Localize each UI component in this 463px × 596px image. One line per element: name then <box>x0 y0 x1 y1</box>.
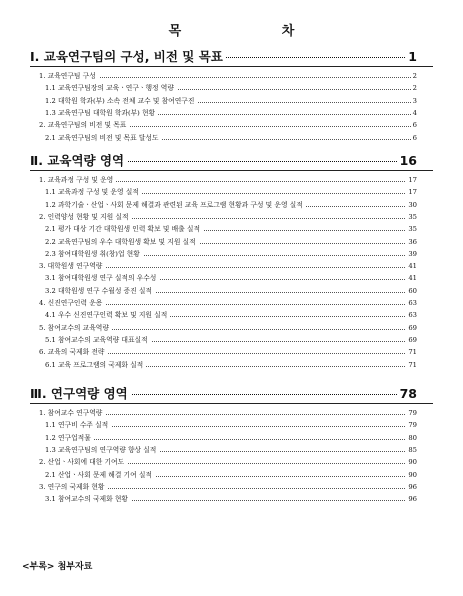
toc-entry-row[interactable] <box>0 70 463 82</box>
dot-leader <box>60 439 413 440</box>
toc-page-number: 6 <box>412 121 417 130</box>
toc-page-number: 63 <box>408 311 417 320</box>
toc-entry-label: 2.1 교육연구팀의 비전 및 목표 달성도 <box>45 132 162 144</box>
toc-entry-row[interactable] <box>0 346 463 358</box>
toc-section-label: Ⅱ. 교육역량 영역 <box>30 153 127 169</box>
toc-entry-label: 2. 교육연구팀의 비전 및 목표 <box>39 119 129 131</box>
toc-entry-row[interactable] <box>0 309 463 321</box>
dot-leader <box>60 77 413 78</box>
toc-page-number: 2 <box>412 72 417 80</box>
toc-page-number: 30 <box>408 200 417 209</box>
toc-page-number: 6 <box>412 133 417 142</box>
toc-page-number: 78 <box>399 386 417 401</box>
toc-entry-label: 3. 연구의 국제화 현황 <box>39 481 108 493</box>
toc-entry-row[interactable] <box>0 174 463 186</box>
toc-entry-label: 1.3 교육연구팀 대학원 학과(부) 현황 <box>45 107 158 119</box>
toc-entry-row[interactable] <box>0 322 463 334</box>
toc-entry-label: 5. 참여교수의 교육역량 <box>39 322 112 334</box>
toc-page-number: 96 <box>408 495 417 504</box>
toc-entry-label: 1.2 과학기술ㆍ산업ㆍ사회 문제 해결과 관련된 교육 프로그램 현황과 구성 및 운영 실적 <box>45 199 306 211</box>
toc-entry-label: 2.1 산업ㆍ사회 문제 해결 기여 실적 <box>45 469 155 481</box>
toc-entry-row[interactable] <box>0 107 463 119</box>
toc-entry-label: 2.3 참여대학원생 취(창)업 현황 <box>45 248 143 260</box>
toc-page-number: 96 <box>408 482 417 491</box>
toc-entry-row[interactable] <box>0 199 463 211</box>
toc-entry-label: 4. 신진연구인력 운용 <box>39 297 105 309</box>
toc-entry-label: 6.1 교육 프로그램의 국제화 실적 <box>45 359 146 371</box>
toc-entry-label: 3.1 참여대학원생 연구 실적의 우수성 <box>45 272 159 284</box>
toc-page-number: 17 <box>408 188 417 197</box>
toc-section-row[interactable] <box>0 153 463 169</box>
dot-leader <box>60 304 413 305</box>
toc-page-number: 1 <box>408 49 417 64</box>
toc-entry-label: 1.1 교육과정 구성 및 운영 실적 <box>45 186 142 198</box>
toc-page-number: 71 <box>408 348 417 357</box>
toc-entry-label: 3. 대학원생 연구역량 <box>39 260 105 272</box>
dot-leader <box>60 329 413 330</box>
toc-entry-row[interactable] <box>0 493 463 505</box>
toc-page-number: 80 <box>408 433 417 442</box>
toc-page-number: 90 <box>408 458 417 467</box>
toc-entry-row[interactable] <box>0 297 463 309</box>
appendix-label: <부록> 첨부자료 <box>22 562 93 572</box>
toc-page-number: 4 <box>412 108 417 117</box>
toc-page-number: 60 <box>408 286 417 295</box>
toc-entry-label: 1. 교육과정 구성 및 운영 <box>39 174 116 186</box>
toc-entry-row[interactable] <box>0 469 463 481</box>
toc-page-number: 71 <box>408 360 417 369</box>
toc-entry-label: 3.1 참여교수의 국제화 현황 <box>45 493 131 505</box>
dot-leader <box>60 426 413 427</box>
toc-entry-label: 3.2 대학원생 연구 수월성 증진 실적 <box>45 285 155 297</box>
toc-entry-row[interactable] <box>0 223 463 235</box>
toc-entry-label: 1.3 교육연구팀의 연구역량 향상 실적 <box>45 444 159 456</box>
toc-entry-row[interactable] <box>0 272 463 284</box>
toc-entry-row[interactable] <box>0 119 463 131</box>
dot-leader <box>60 488 413 489</box>
toc-entry-row[interactable] <box>0 444 463 456</box>
dot-leader <box>60 267 413 268</box>
toc-entry-label: 1.2 연구업적물 <box>45 432 94 444</box>
toc-page-number: 35 <box>408 212 417 221</box>
toc-entry-row[interactable] <box>0 132 463 144</box>
toc-entry-row[interactable] <box>0 82 463 94</box>
toc-entry-row[interactable] <box>0 236 463 248</box>
section-underline <box>30 170 433 171</box>
toc-page-number: 41 <box>408 262 417 271</box>
toc-page-number: 79 <box>408 421 417 430</box>
toc-entry-label: 2. 산업ㆍ사회에 대한 기여도 <box>39 456 127 468</box>
toc-entry-row[interactable] <box>0 186 463 198</box>
toc-section-row[interactable] <box>0 49 463 65</box>
toc-entry-label: 6. 교육의 국제화 전략 <box>39 346 108 358</box>
toc-page-number: 17 <box>408 176 417 184</box>
toc-page-number: 36 <box>408 237 417 246</box>
toc-entry-row[interactable] <box>0 419 463 431</box>
toc-title: 목 차 <box>168 24 343 39</box>
toc-entry-row[interactable] <box>0 432 463 444</box>
dot-leader <box>60 353 413 354</box>
toc-section-label: Ⅰ. 교육연구팀의 구성, 비전 및 목표 <box>30 49 226 65</box>
toc-entry-label: 1. 참여교수 연구역량 <box>39 407 105 419</box>
toc-entry-row[interactable] <box>0 456 463 468</box>
toc-entry-label: 1. 교육연구팀 구성 <box>39 70 99 82</box>
toc-entry-label: 1.1 교육연구팀장의 교육ㆍ연구ㆍ행정 역량 <box>45 82 177 94</box>
toc-entry-label: 4.1 우수 신진연구인력 확보 및 지원 실적 <box>45 309 170 321</box>
toc-page-number: 63 <box>408 299 417 307</box>
toc-page-number: 79 <box>408 409 417 417</box>
toc-entry-row[interactable] <box>0 211 463 223</box>
toc-entry-label: 2. 인력양성 현황 및 지원 실적 <box>39 211 132 223</box>
toc-page-number: 69 <box>408 323 417 332</box>
toc-entry-row[interactable] <box>0 334 463 346</box>
toc-page-number: 90 <box>408 470 417 479</box>
toc-page-number: 39 <box>408 249 417 258</box>
toc-page-number: 16 <box>399 153 417 168</box>
toc-entry-row[interactable] <box>0 248 463 260</box>
toc-entry-label: 5.1 참여교수의 교육역량 대표실적 <box>45 334 151 346</box>
toc-entry-row[interactable] <box>0 481 463 493</box>
toc-entry-row[interactable] <box>0 285 463 297</box>
toc-page-number: 69 <box>408 335 417 344</box>
dot-leader <box>60 414 413 415</box>
toc-entry-row[interactable] <box>0 407 463 419</box>
toc-section-row[interactable] <box>0 386 463 402</box>
toc-section-label: Ⅲ. 연구역량 영역 <box>30 386 131 402</box>
toc-entry-row[interactable] <box>0 95 463 107</box>
toc-entry-label: 1.2 대학원 학과(부) 소속 전체 교수 및 참여연구진 <box>45 95 197 107</box>
toc-page-number: 3 <box>412 96 417 105</box>
section-underline <box>30 403 433 404</box>
toc-entry-label: 1.1 연구비 수주 실적 <box>45 419 111 431</box>
toc-page-number: 2 <box>412 84 417 93</box>
toc-entry-label: 2.1 평가 대상 기간 대학원생 인력 확보 및 배출 실적 <box>45 223 203 235</box>
toc-page-number: 35 <box>408 225 417 234</box>
section-underline <box>30 66 433 67</box>
toc-entry-row[interactable] <box>0 359 463 371</box>
toc-page-number: 41 <box>408 274 417 283</box>
toc-page-number: 85 <box>408 445 417 454</box>
toc-entry-label: 2.2 교육연구팀의 우수 대학원생 확보 및 지원 실적 <box>45 236 199 248</box>
toc-entry-row[interactable] <box>0 260 463 272</box>
